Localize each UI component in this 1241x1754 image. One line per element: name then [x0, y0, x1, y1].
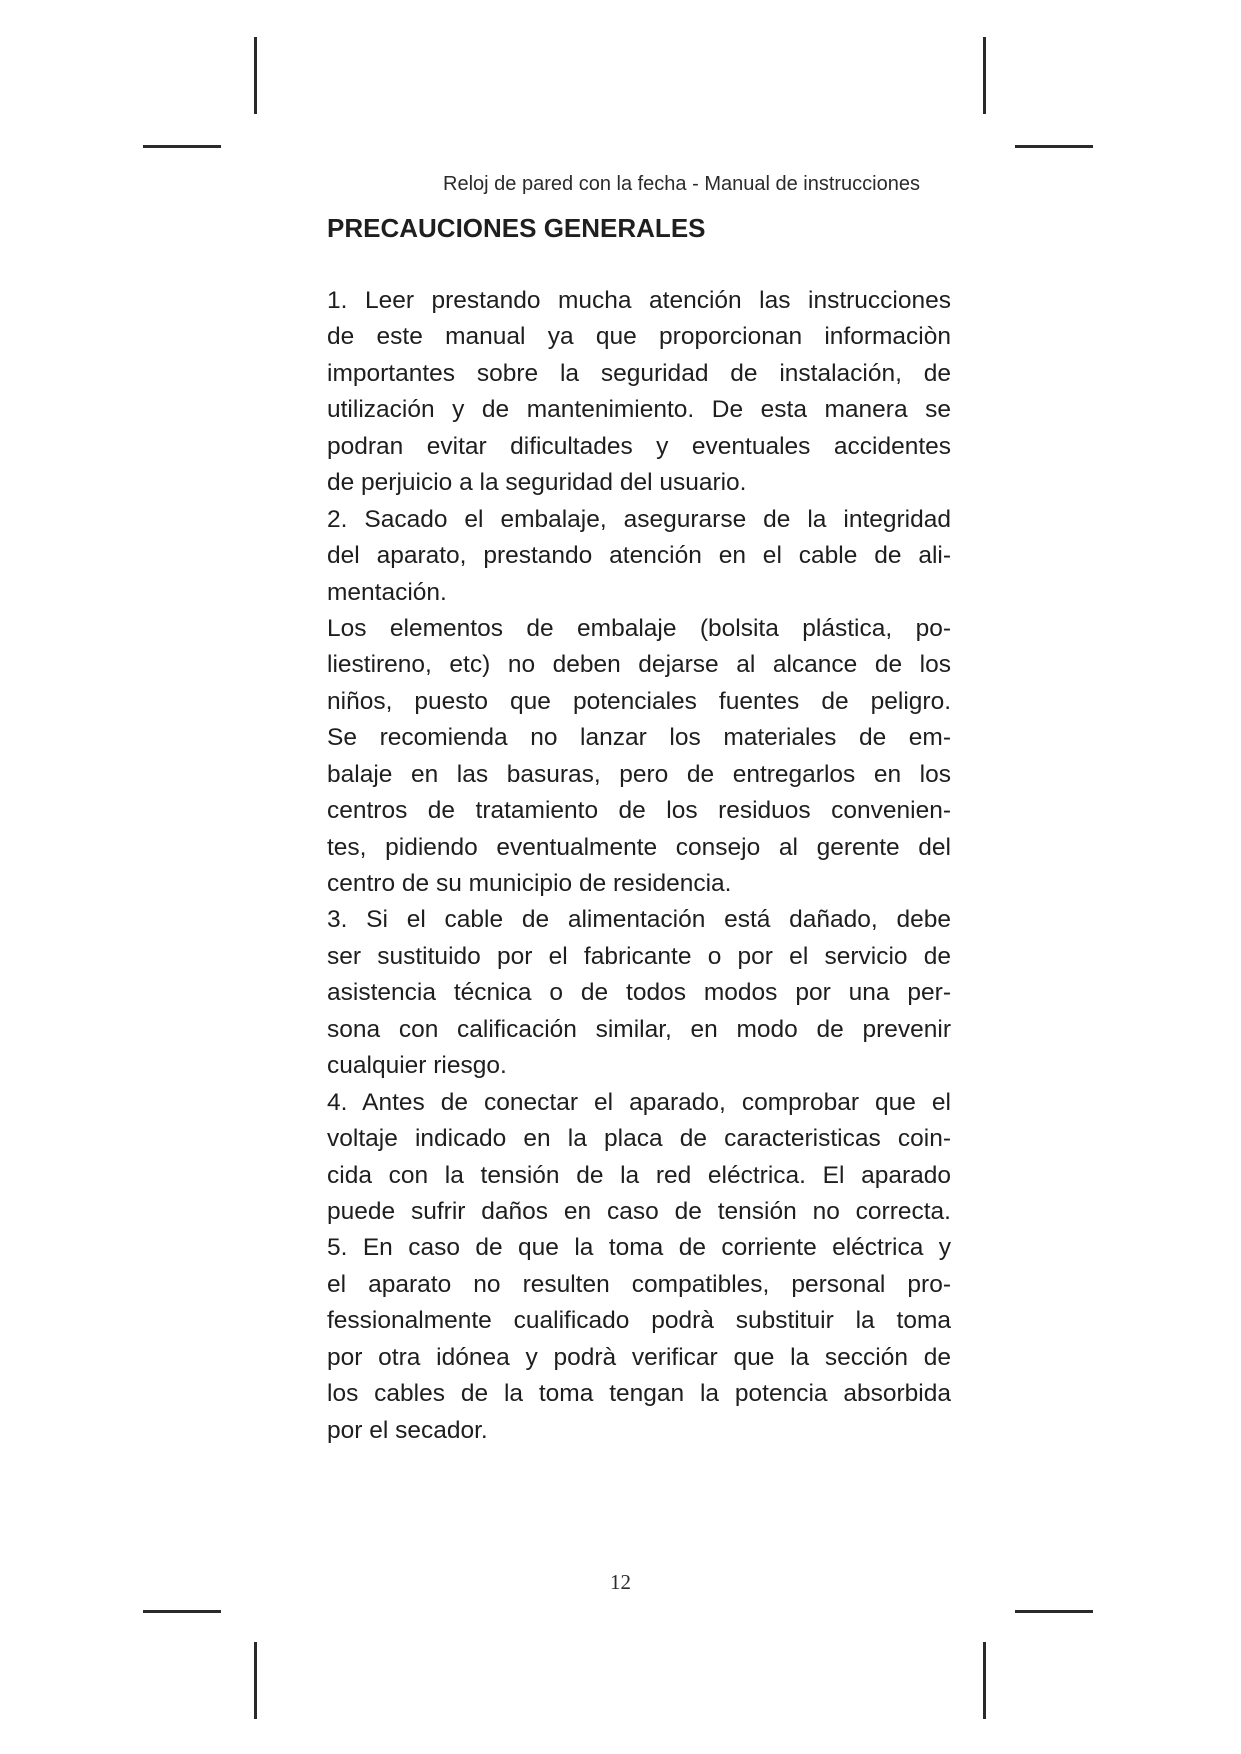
- crop-mark-bottom-left-vertical: [254, 1642, 257, 1719]
- body-text: [327, 283, 951, 1449]
- page-number: 12: [610, 1570, 631, 1594]
- body-line: Los elementos de embalaje (bolsita plástica, po-: [327, 614, 951, 642]
- body-line: puede sufrir daños en caso de tensión no correcta.: [327, 1197, 951, 1225]
- body-line: 1. Leer prestando mucha atención las instrucciones: [327, 287, 951, 314]
- running-header: Reloj de pared con la fecha - Manual de instrucciones: [443, 173, 920, 195]
- section-title: PRECAUCIONES GENERALES: [327, 213, 706, 243]
- body-line: 4. Antes de conectar el aparado, comprobar que el: [327, 1088, 951, 1116]
- body-line: el aparato no resulten compatibles, personal pro-: [327, 1270, 951, 1298]
- body-line: cualquier riesgo.: [327, 1052, 507, 1080]
- crop-mark-bottom-right-vertical: [983, 1642, 986, 1719]
- body-line: por el secador.: [327, 1416, 488, 1444]
- body-line: voltaje indicado en la placa de caracteristicas coin-: [327, 1125, 951, 1153]
- body-line: fessionalmente cualificado podrà substituir la toma: [327, 1307, 951, 1335]
- body-line: balaje en las basuras, pero de entregarlos en los: [327, 760, 951, 788]
- crop-mark-bottom-right-horizontal: [1015, 1610, 1093, 1613]
- crop-mark-top-right-vertical: [983, 37, 986, 114]
- body-line: por otra idónea y podrà verificar que la sección de: [327, 1343, 951, 1371]
- body-line: del aparato, prestando atención en el cable de ali-: [327, 542, 951, 570]
- body-line: Se recomienda no lanzar los materiales de em-: [327, 724, 951, 752]
- body-line: de perjuicio a la seguridad del usuario.: [327, 469, 747, 497]
- crop-mark-bottom-left-horizontal: [143, 1610, 221, 1613]
- body-line: centros de tratamiento de los residuos convenien-: [327, 797, 951, 825]
- body-line: ser sustituido por el fabricante o por el servicio de: [327, 942, 951, 970]
- body-line: sona con calificación similar, en modo de prevenir: [327, 1015, 951, 1043]
- crop-mark-top-right-horizontal: [1015, 145, 1093, 148]
- crop-mark-top-left-horizontal: [143, 145, 221, 148]
- body-line: mentación.: [327, 578, 447, 606]
- body-line: importantes sobre la seguridad de instalación, de: [327, 359, 951, 387]
- crop-mark-top-left-vertical: [254, 37, 257, 114]
- body-line: tes, pidiendo eventualmente consejo al gerente del: [327, 833, 951, 861]
- body-line: podran evitar dificultades y eventuales accidentes: [327, 432, 951, 460]
- body-line: liestireno, etc) no deben dejarse al alcance de los: [327, 651, 951, 679]
- body-line: niños, puesto que potenciales fuentes de peligro.: [327, 687, 951, 715]
- body-line: utilización y de mantenimiento. De esta manera se: [327, 396, 951, 424]
- body-line: de este manual ya que proporcionan informaciòn: [327, 323, 951, 351]
- body-line: 2. Sacado el embalaje, asegurarse de la integridad: [327, 505, 951, 533]
- body-line: cida con la tensión de la red eléctrica. El aparado: [327, 1161, 951, 1189]
- body-line: 5. En caso de que la toma de corriente eléctrica y: [327, 1234, 951, 1262]
- body-line: asistencia técnica o de todos modos por una per-: [327, 979, 951, 1007]
- body-line: los cables de la toma tengan la potencia absorbida: [327, 1380, 951, 1408]
- body-line: 3. Si el cable de alimentación está dañado, debe: [327, 906, 951, 934]
- body-line: centro de su municipio de residencia.: [327, 870, 732, 897]
